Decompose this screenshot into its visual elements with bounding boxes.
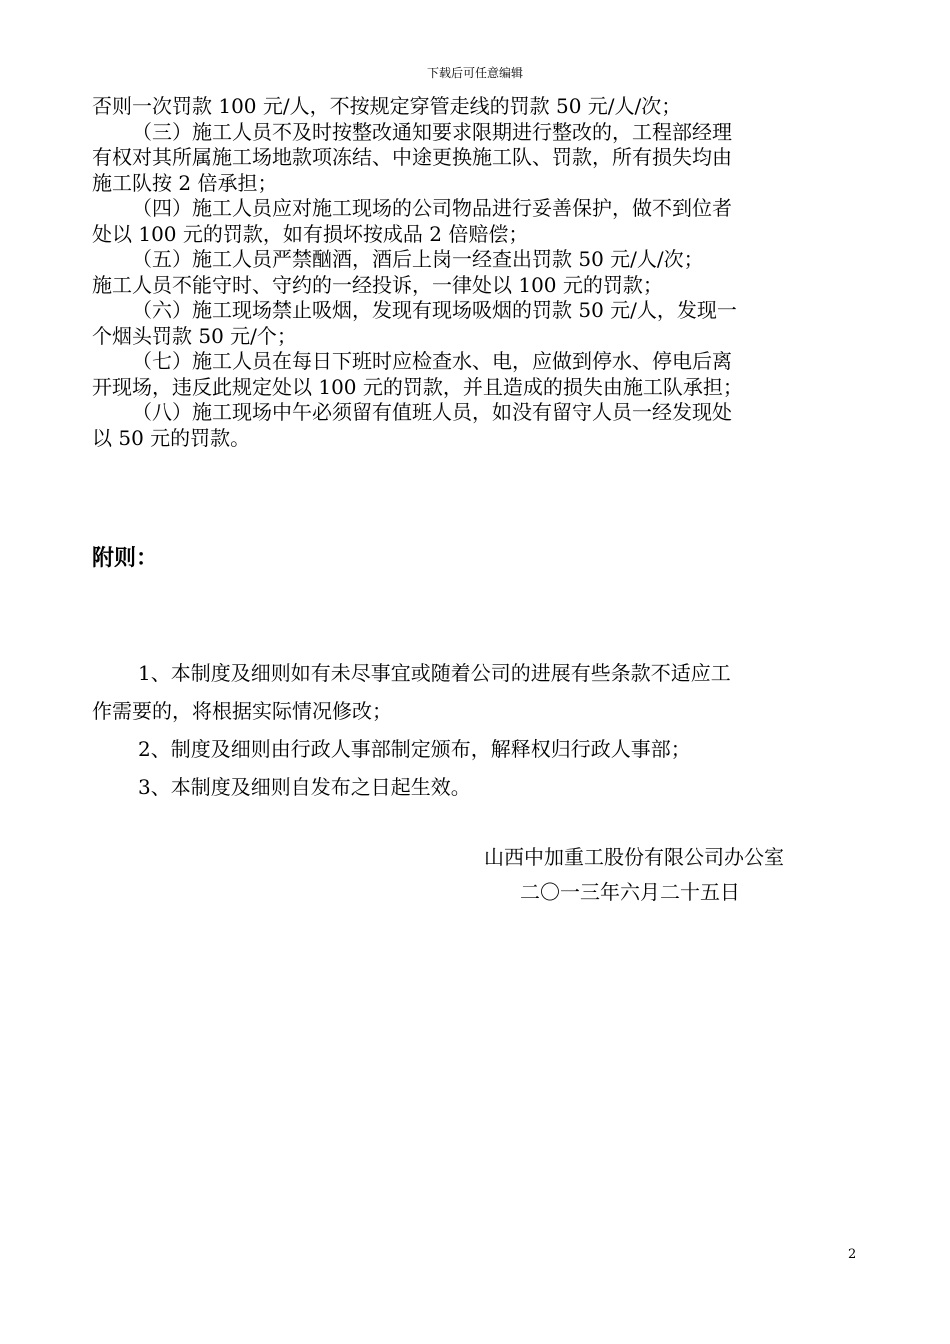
clause-line: 有权对其所属施工场地款项冻结、中途更换施工队、罚款，所有损失均由: [92, 145, 732, 169]
clause-line: 以 50 元的罚款。: [92, 425, 251, 450]
appendix-item: 作需要的，将根据实际情况修改；: [92, 699, 392, 723]
clause-line: （四）施工人员应对施工现场的公司物品进行妥善保护，做不到位者: [132, 196, 732, 220]
clause-line: 施工人员不能守时、守约的一经投诉，一律处以 100 元的罚款；: [92, 272, 663, 297]
page-number: 2: [848, 1247, 857, 1262]
clause-line: （六）施工现场禁止吸烟，发现有现场吸烟的罚款 50 元/人，发现一: [132, 298, 737, 322]
page-header: 下载后可任意编辑: [426, 66, 523, 80]
clause-line: 个烟头罚款 50 元/个；: [92, 323, 297, 348]
clause-line: （三）施工人员不及时按整改通知要求限期进行整改的，工程部经理: [132, 119, 732, 144]
signature-date-text: 二〇一三年六月二十五日: [520, 880, 740, 904]
appendix-list: [92, 654, 872, 806]
clause-line: （七）施工人员在每日下班时应检查水、电，应做到停水、停电后离: [132, 349, 732, 373]
signature-organization-text: 山西中加重工股份有限公司办公室: [484, 845, 784, 869]
penalty-clauses: [92, 94, 872, 451]
appendix-item: 3、本制度及细则自发布之日起生效。: [138, 775, 471, 799]
clause-line: 施工队按 2 倍承担；: [92, 170, 278, 195]
clause-line: 处以 100 元的罚款，如有损坏按成品 2 倍赔偿；: [92, 221, 529, 246]
appendix-item: 2、制度及细则由行政人事部制定颁布，解释权归行政人事部；: [138, 737, 691, 761]
clause-line: 否则一次罚款 100 元/人，不按规定穿管走线的罚款 50 元/人/次；: [92, 94, 682, 118]
appendix-item: 1、本制度及细则如有未尽事宜或随着公司的进展有些条款不适应工: [138, 661, 731, 685]
clause-line: （五）施工人员严禁酗酒，酒后上岗一经查出罚款 50 元/人/次；: [132, 247, 704, 271]
appendix-title: 附则：: [92, 546, 159, 571]
clause-line: （八）施工现场中午必须留有值班人员，如没有留守人员一经发现处: [132, 400, 732, 424]
clause-line: 开现场，违反此规定处以 100 元的罚款，并且造成的损失由施工队承担；: [92, 374, 743, 399]
